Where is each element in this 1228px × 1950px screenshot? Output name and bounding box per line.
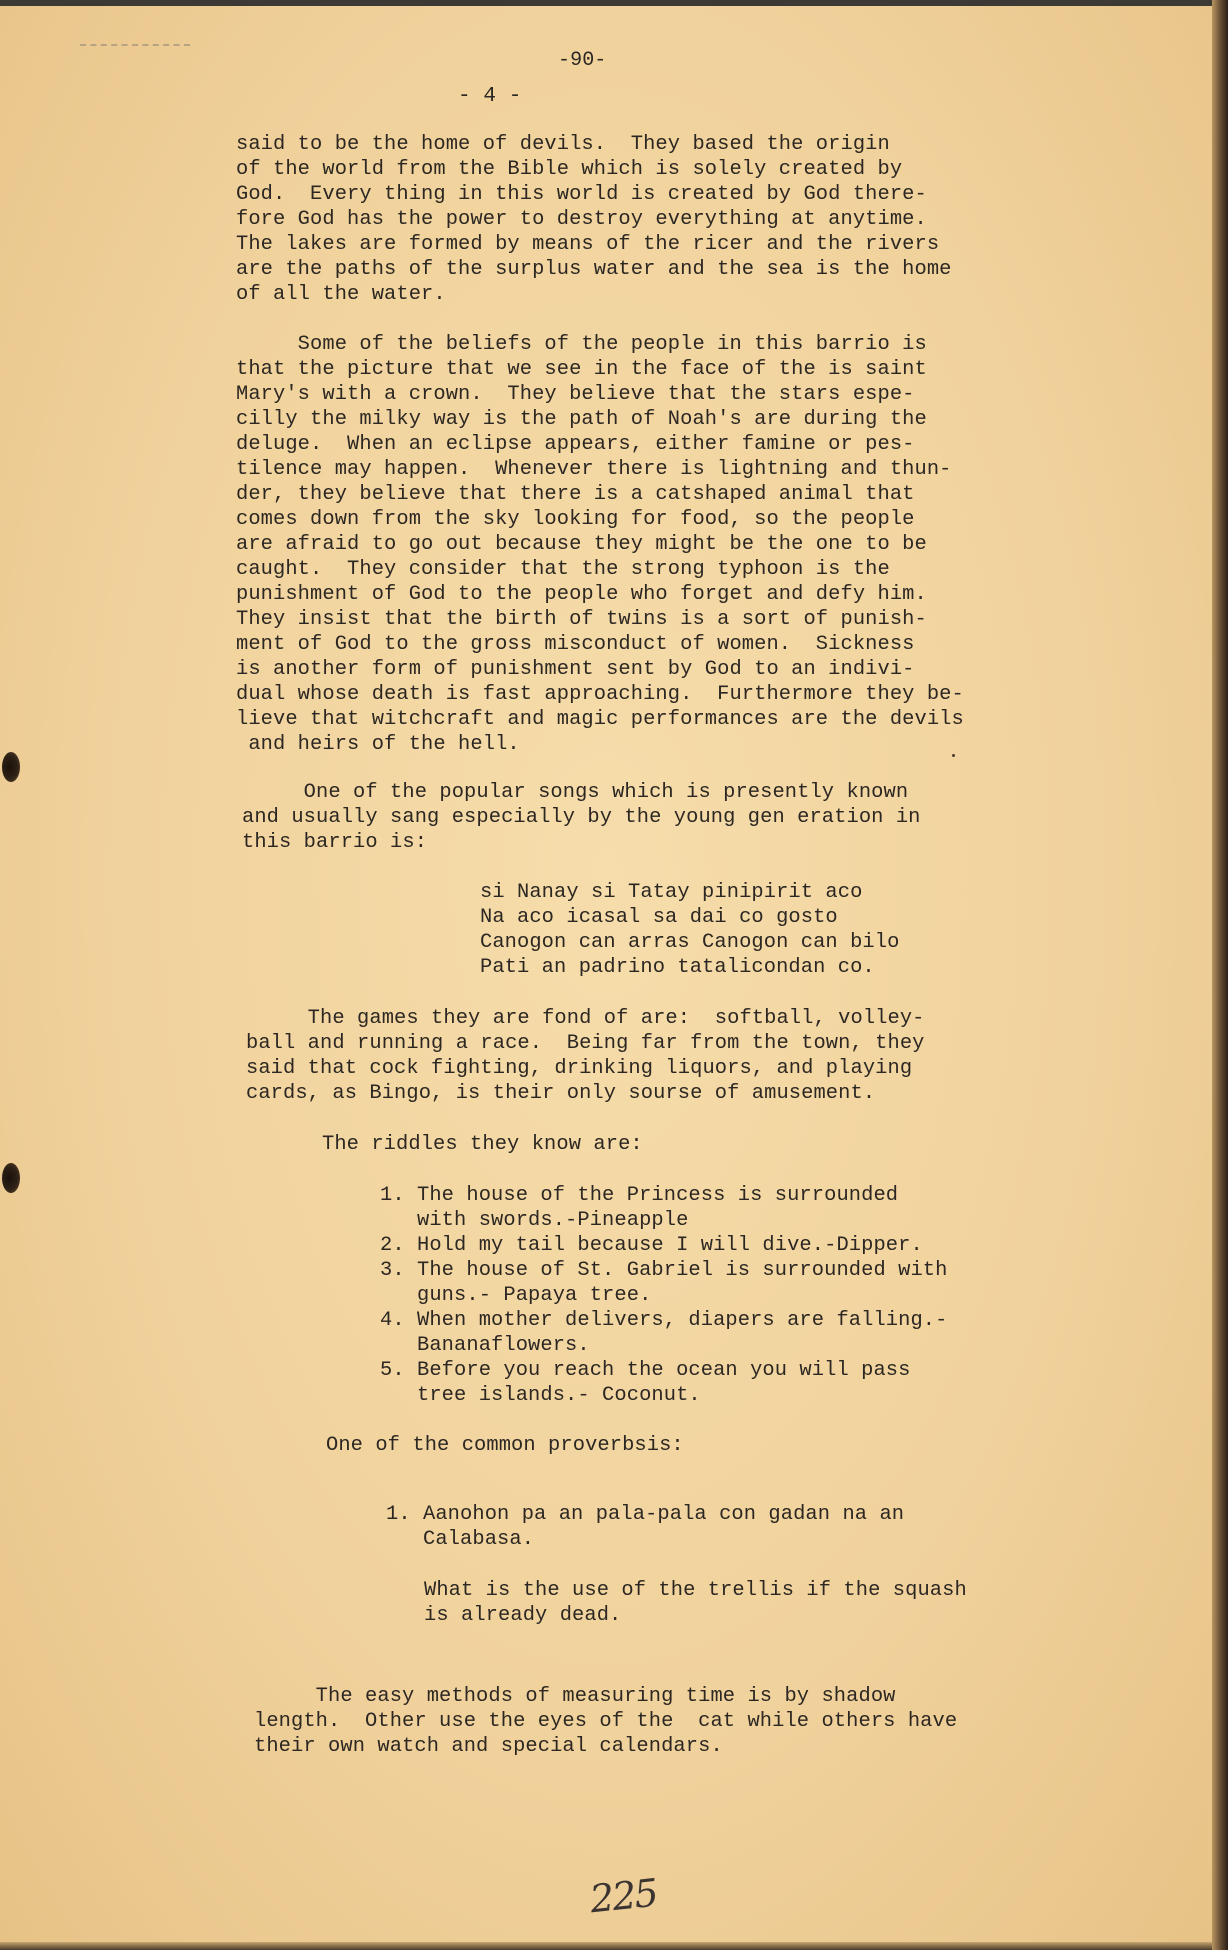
proverb: 1. Aanohon pa an pala-pala con gadan na an Calabasa. [386,1503,905,1551]
pencil-mark [80,44,190,46]
paragraph-beliefs: Some of the beliefs of the people in this barrio is that the picture that we see in the face of the is saint Mary's with a crown. They believe that the stars espe- cilly the milky way is the path of Noah's are during the deluge. When an eclipse appears, either famine or pes- tilence may happen. Whenever there is lightning and thun- der, they believe that there is a catshaped animal that comes down from the sky looking for food, so the people are afraid to go out because they might be the one to be caught. They consider that the strong typhoon is the punishment of God to the people who forget and defy him. They insist that the birth of twins is a sort of punish- ment of God to the gross misconduct of women. Sickness is another form of punishment sent by God to an indivi- dual whose death is fast approaching. Furthermore they be- lieve that witchcraft and magic performances are the devils and heirs of the hell. [236,333,964,756]
handwritten-page-number: 225 [587,1870,659,1922]
top-edge [0,0,1212,6]
bottom-edge [0,1942,1212,1950]
paragraph-origin-of-world: said to be the home of devils. They based the origin of the world from the Bible which is solely created by God. Every thing in this world is created by God there- fore God has the power to destroy everything at anytime. The lakes are formed by means of the ricer and the rivers are the paths of the surplus water and the sea is the home of all the water. [236,133,952,306]
paragraph-games: The games they are fond of are: softball, volley- ball and running a race. Being far from the town, they said that cock fighting, drinking liquors, and playing cards, as Bingo, is their only sourse of amusement. [246,1007,925,1105]
proverb-translation: What is the use of the trellis if the squash is already dead. [424,1579,967,1627]
paragraph-popular-songs: One of the popular songs which is presently known and usually sang especially by the young gen eration in this barrio is: [242,781,921,854]
paragraph-measuring-time: The easy methods of measuring time is by shadow length. Other use the eyes of the cat while others have their own watch and special calendars. [254,1685,958,1758]
page-binding-edge [1212,0,1228,1950]
riddles-list: 1. The house of the Princess is surrounded with swords.-Pineapple 2. Hold my tail because I will dive.-Dipper. 3. The house of St. Gabriel is surrounded with guns.- Papaya tree. 4. When mother delivers, diapers are falling.- Bananaflowers. 5. Before you reach the ocean you will pass tree islands.- Coconut. [380,1184,948,1407]
binder-hole-icon [2,1163,20,1193]
binder-hole-icon [2,752,20,782]
proverb-intro: One of the common proverbsis: [326,1434,684,1457]
page-number-top: -90- [558,49,607,72]
riddles-intro: The riddles they know are: [322,1133,643,1156]
song-lyrics: si Nanay si Tatay pinipirit aco Na aco icasal sa dai co gosto Canogon can arras Canogon can bilo Pati an padrino tatalicondan co. [480,881,900,979]
page-number-inner: - 4 - [458,85,522,108]
